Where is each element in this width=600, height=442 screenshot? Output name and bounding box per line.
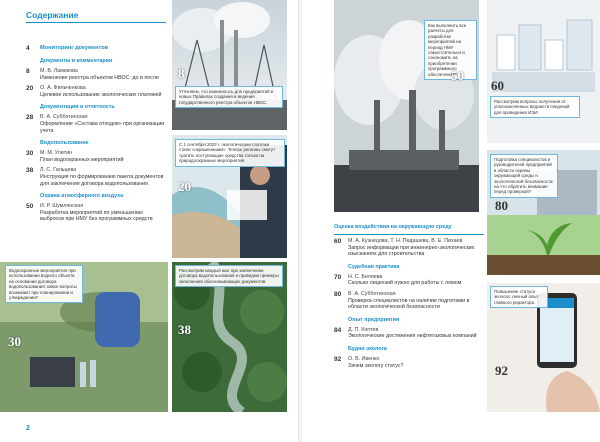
photo-phone-magazine <box>487 283 600 412</box>
caption-p50: Как выполнить все расчеты для разработки мероприятий на период НМУ самостоятельно и сэкономить на приобретении программного обеспечения? <box>424 20 477 80</box>
toc-entry[interactable] <box>26 114 166 134</box>
toc-section-heading: Охрана атмосферного воздуха <box>40 193 124 200</box>
toc-entry[interactable] <box>334 291 484 311</box>
toc-entry-title: Изменение реестра объектов НВОС: до и после <box>40 74 159 81</box>
toc-list-right <box>334 224 484 369</box>
page-number-left: 2 <box>26 425 30 432</box>
toc-entry-title: Оформление «Состава отходов» при организации учета <box>40 120 165 134</box>
page-number-badge: 60 <box>491 78 504 93</box>
photo-river-aerial <box>172 262 287 412</box>
photo-woman-sea <box>172 135 287 258</box>
caption-p20: С 1 сентября 2022 г. экологические платежи стали «окрашенными». Теперь регионы смогут тратить поступающие средства только на природоохранные мероприятия. <box>175 139 285 167</box>
plant-sprout-illustration <box>487 215 600 275</box>
toc-page-number: 60 <box>334 238 342 245</box>
toc-section-heading: Судебная практика <box>348 263 400 270</box>
caption-p30: Водоохранные мероприятия при использовании водного объекта на основании договора водопользования: какие вопросы возникают при планировании и утверждении? <box>5 265 83 303</box>
toc-page-number: 20 <box>26 85 34 93</box>
toc-entry-text <box>40 150 124 163</box>
toc-entry-author: М. М. Улитин <box>40 150 73 157</box>
toc-entry-text <box>40 203 166 223</box>
caption-p80: Подготовка специалистов и руководителей предприятий в области охраны окружающей среды и экологической безопасности: на что обратить внимание перед проверкой? <box>490 154 558 198</box>
toc-entry-text <box>348 356 403 369</box>
toc-divider <box>334 234 484 235</box>
toc-entry-author: Л. С. Гальцева <box>40 167 77 174</box>
table-of-contents-left <box>26 10 166 227</box>
caption-p38: Рассмотрим каждый шаг при заключении договора водопользования и приведем примеры заполнения обосновывающих документов. <box>175 265 283 287</box>
toc-title: Содержание <box>26 10 79 20</box>
page-number-badge: 38 <box>178 322 191 337</box>
toc-entry-title: Зачем экологу статус? <box>348 362 404 369</box>
toc-entry-title: Разработка мероприятий по уменьшению выбросов при НМУ без программных средств <box>40 209 153 223</box>
toc-entry-text <box>40 167 166 187</box>
toc-page-number: 80 <box>334 290 342 298</box>
toc-entry[interactable] <box>334 274 484 287</box>
page-number-badge: 30 <box>8 334 21 349</box>
photo-plant-sprout <box>487 215 600 275</box>
toc-entry-author: В. А. Субботинская <box>348 290 396 297</box>
toc-entry-author: М. В. Ламикова <box>40 68 78 74</box>
page-number-badge: 92 <box>495 363 508 378</box>
caption-p60: Рассмотрим вопросы получения от уполномоченных ведомств сведений для проведения ИЭИ. <box>490 96 580 118</box>
toc-entry-title: Проверка специалистов на наличие подготовки в области экологической безопасности <box>348 297 470 311</box>
toc-entry[interactable] <box>26 85 166 98</box>
toc-entry-author: И. Р. Шумлянская <box>40 203 84 210</box>
city-model-illustration <box>487 0 600 143</box>
toc-page-number: 38 <box>26 167 34 175</box>
toc-entry-author: М. А. Кузнецова, Т. Н. Педашева, В. Е. Пихаев <box>348 238 463 244</box>
photo-city-model <box>487 0 600 143</box>
toc-entry-text <box>40 68 159 81</box>
toc-page-number: 92 <box>334 355 342 363</box>
toc-main-section[interactable] <box>26 45 166 52</box>
page-number-badge: 8 <box>178 66 185 81</box>
page-gutter <box>298 0 302 442</box>
toc-section-heading: Документы и комментарии <box>40 58 113 64</box>
toc-entry-author: О. А. Фильченкова <box>40 85 86 92</box>
toc-divider <box>26 22 166 23</box>
toc-entry-title: Запрос информации при инженерно-экологических изысканиях для строительства <box>348 244 475 258</box>
toc-entry-title: Экологические достижения нефтегазовых компаний <box>348 333 477 340</box>
toc-section-heading: Будни эколога <box>348 345 387 352</box>
toc-entry-title: Инструкция по формированию пакета документов для заключения договора водопользования <box>40 173 164 187</box>
caption-p8: Уточняем, что изменилось для предприятий в новых Правилах создания и ведения государственного реестра объектов НВОС. <box>175 86 283 108</box>
toc-entry-text <box>348 327 477 340</box>
toc-entry-author: В. А. Субботинская <box>40 114 88 121</box>
table-of-contents-right <box>334 224 484 373</box>
toc-list-left <box>26 45 166 223</box>
toc-entry[interactable] <box>26 167 166 187</box>
toc-entry[interactable] <box>26 150 166 163</box>
page-number-badge: 20 <box>178 179 191 194</box>
page-number-badge: 80 <box>495 198 508 213</box>
photo-power-plant <box>172 0 287 130</box>
toc-entry-text <box>40 85 161 98</box>
photo-water-testing <box>0 262 168 412</box>
toc-entry-author: Н. С. Беляева <box>348 273 383 280</box>
page-number-badge: 50 <box>451 68 464 83</box>
toc-entry[interactable] <box>26 68 166 81</box>
photo-factory-smoke <box>334 0 479 212</box>
toc-entry-title: Сколько лицензий нужно для работы с ломом <box>348 280 462 287</box>
toc-entry-text <box>348 291 484 311</box>
toc-entry-text <box>40 114 166 134</box>
caption-p92: Повышение статуса эколога: личный опыт главного редактора. <box>490 286 548 308</box>
toc-page-number: 28 <box>26 114 34 122</box>
toc-entry[interactable] <box>334 327 484 340</box>
toc-page-number: 84 <box>334 326 342 334</box>
toc-section-heading: Документация и отчетность <box>40 104 115 111</box>
toc-page-number: 8 <box>26 68 30 75</box>
toc-page-number: 30 <box>26 150 34 158</box>
toc-section-heading: Оценка воздействия на окружающую среду <box>334 224 452 230</box>
power-plant-illustration <box>172 0 287 130</box>
toc-entry[interactable] <box>334 238 484 258</box>
toc-entry-title: Целевое использование экологических платежей <box>40 91 162 98</box>
toc-page-number: 70 <box>334 273 342 281</box>
toc-entry[interactable] <box>26 203 166 223</box>
toc-section-heading: Опыт предприятия <box>348 316 400 323</box>
toc-main-section-label: Мониторинг документов <box>40 45 109 51</box>
toc-entry-title: План водоохранных мероприятий <box>40 156 124 163</box>
toc-section-heading: Водопользование <box>40 140 89 147</box>
toc-entry-text <box>348 238 484 258</box>
toc-entry-text <box>348 274 461 287</box>
toc-page-number: 4 <box>26 45 30 52</box>
toc-entry[interactable] <box>334 356 484 369</box>
toc-entry-author: Д. П. Коптев <box>348 326 379 333</box>
toc-entry-author: О. В. Ивенко <box>348 355 380 362</box>
toc-page-number: 50 <box>26 203 34 211</box>
